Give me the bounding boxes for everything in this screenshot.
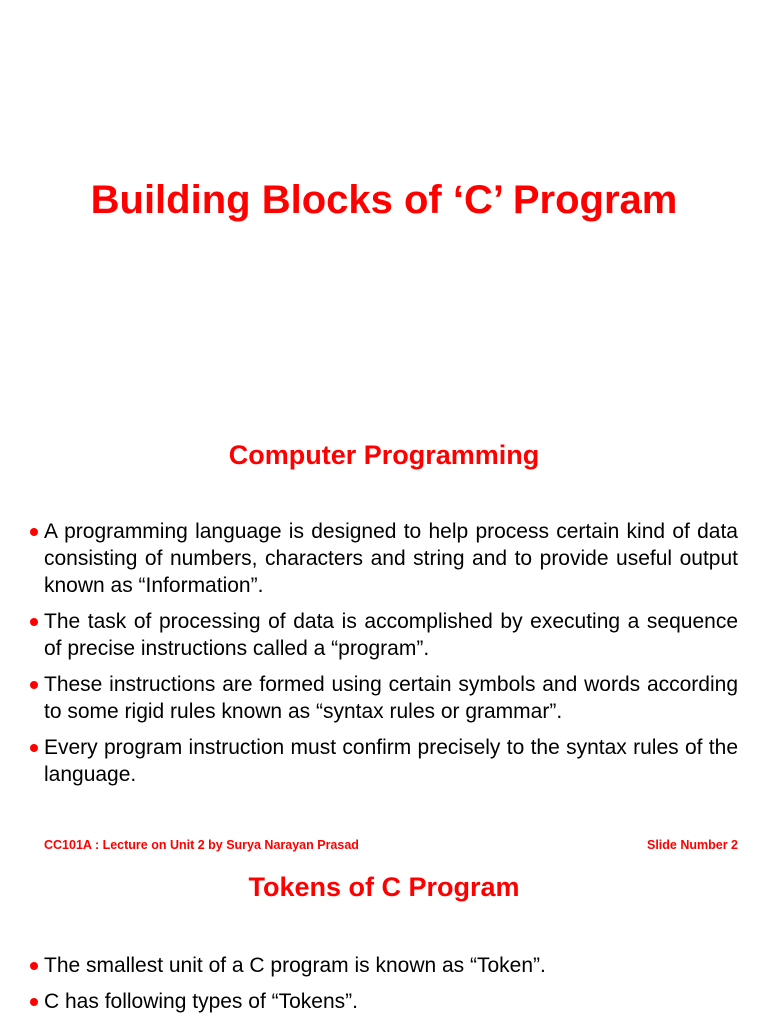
footer-slide-number: Slide Number 2 [647,838,738,852]
bullet-item [30,518,738,599]
bullet-list [30,952,738,1024]
section-heading: Tokens of C Program [248,872,520,902]
bullet-dot-icon [30,681,38,689]
bullet-text: C has following types of “Tokens”. [44,990,358,1013]
bullet-text: The task of processing of data is accomplished by executing a sequence of precise instructions called a “program”. [44,610,738,660]
bullet-item [30,952,738,979]
section-heading: Computer Programming [228,440,540,470]
slide-computer-programming [0,404,768,864]
bullet-dot-icon [30,528,38,536]
bullet-item [30,988,738,1015]
slide-tokens [0,864,768,1024]
bullet-dot-icon [30,618,38,626]
footer-lecture-info: CC101A : Lecture on Unit 2 by Surya Narayan Prasad [44,838,359,852]
bullet-dot-icon [30,744,38,752]
bullet-dot-icon [30,998,38,1006]
bullet-text: Every program instruction must confirm precisely to the syntax rules of the language. [44,736,738,786]
bullet-item [30,671,738,725]
bullet-dot-icon [30,962,38,970]
bullet-text: These instructions are formed using certain symbols and words according to some rigid rules known as “syntax rules or grammar”. [44,673,738,723]
bullet-list [30,518,738,797]
bullet-text: The smallest unit of a C program is known as “Token”. [44,954,546,977]
bullet-text: A programming language is designed to help process certain kind of data consisting of numbers, characters and string and to provide useful output known as “Information”. [44,520,738,597]
bullet-item [30,608,738,662]
slide-title: Building Blocks of ‘C’ Program [90,178,678,222]
bullet-item [30,734,738,788]
